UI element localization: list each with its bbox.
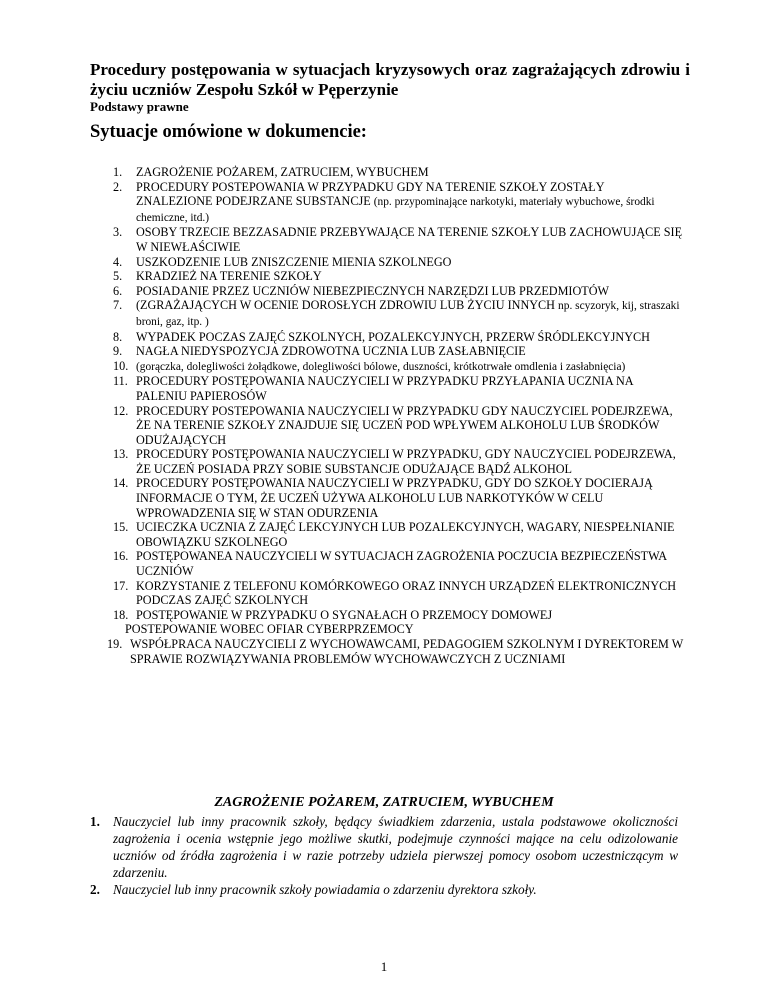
- toc-item-number: 8.: [113, 329, 123, 344]
- toc-item-number: 1.: [113, 165, 123, 179]
- toc-item-main: PROCEDURY POSTĘPOWANIA NAUCZYCIELI W PRZYPADKU, GDY NAUCZYCIEL PODEJRZEWA, ŻE UCZEŃ POSIADA PRZY SOBIE SUBSTANCJE ODUŻAJĄCE BĄDŹ ALKOHOL: [136, 447, 676, 476]
- toc-item: [113, 579, 683, 608]
- toc-item-text: [136, 608, 683, 623]
- step-text: Nauczyciel lub inny pracownik szkoły powiadamia o zdarzeniu dyrektora szkoły.: [113, 882, 537, 897]
- procedure-step: [90, 881, 678, 898]
- toc-item-text: [136, 404, 683, 448]
- toc-item: [113, 344, 683, 359]
- toc-item-main: (ZGRAŻAJĄCYCH W OCENIE DOROSŁYCH ZDROWIU LUB ŻYCIU INNYCH: [136, 298, 555, 313]
- toc-item-text: [136, 579, 683, 608]
- page-number: 1: [380, 959, 388, 974]
- toc-item-text: [136, 269, 683, 284]
- toc-item-text: [136, 344, 683, 359]
- toc-item: [113, 476, 683, 520]
- toc-item: [113, 284, 683, 299]
- toc-item-number: 4.: [113, 254, 123, 269]
- toc-item-text: [136, 284, 683, 299]
- toc-item-number: 9.: [113, 344, 123, 359]
- toc-item: [113, 608, 683, 623]
- toc-item-main: USZKODZENIE LUB ZNISZCZENIE MIENIA SZKOLNEGO: [136, 254, 452, 269]
- toc-item-text: [136, 359, 683, 375]
- toc-item-main: KORZYSTANIE Z TELEFONU KOMÓRKOWEGO ORAZ INNYCH URZĄDZEŃ ELEKTRONICZNYCH PODCZAS ZAJĘĆ SZKOLNYCH: [136, 578, 677, 608]
- toc-item-main: POSTEPOWANIE WOBEC OFIAR CYBERPRZEMOCY: [125, 622, 414, 637]
- toc-item-text: [125, 622, 683, 637]
- toc-item-text: [136, 374, 683, 403]
- section-heading-fire: ZAGROŻENIE POŻAREM, ZATRUCIEM, WYBUCHEM: [214, 795, 554, 810]
- toc-item: [113, 255, 683, 270]
- procedure-step: [90, 813, 678, 881]
- toc-item-number: 6.: [113, 283, 123, 298]
- toc-item-main: PROCEDURY POSTEPOWANIA W PRZYPADKU GDY NA TERENIE SZKOŁY ZOSTAŁY ZNALEZIONE PODEJRZANE SUBSTANCJE: [136, 179, 605, 209]
- toc-item-number: 10.: [113, 358, 129, 373]
- toc-item-text: [130, 637, 683, 666]
- toc-item: [113, 359, 683, 375]
- toc-item-text: [136, 180, 683, 226]
- toc-item-text: [136, 476, 683, 520]
- toc-item-number: 11.: [113, 374, 128, 389]
- toc-item-sub: np. scyzoryk, kij, straszaki broni, gaz, itp. ): [136, 300, 680, 328]
- toc-item: [113, 447, 683, 476]
- toc-item-text: [136, 520, 683, 549]
- toc-item-main: KRADZIEŻ NA TERENIE SZKOŁY: [136, 269, 322, 284]
- toc-item: [113, 225, 683, 254]
- toc-item-main: POSTĘPOWANIE W PRZYPADKU O SYGNAŁACH O PRZEMOCY DOMOWEJ: [136, 607, 553, 622]
- toc-item-continuation: [102, 622, 683, 637]
- toc-item-number: 16.: [113, 549, 129, 564]
- toc-item-main: POSIADANIE PRZEZ UCZNIÓW NIEBEZPIECZNYCH NARZĘDZI LUB PRZEDMIOTÓW: [136, 283, 610, 298]
- step-number: 2.: [90, 882, 100, 897]
- toc-item-number: 13.: [113, 447, 129, 462]
- toc-item-number: 14.: [113, 476, 129, 491]
- toc-item-number: 12.: [113, 403, 129, 418]
- toc-heading: Sytuacje omówione w dokumencie:: [90, 122, 367, 142]
- toc-item-number: 15.: [113, 520, 129, 535]
- toc-item-main: WSPÓŁPRACA NAUCZYCIELI Z WYCHOWAWCAMI, PEDAGOGIEM SZKOLNYM I DYREKTOREM W SPRAWIE ROZWIĄZYWANIA PROBLEMÓW WYCHOWAWCZYCH Z UCZNIAMI: [130, 637, 683, 666]
- toc-item-number: 19.: [107, 637, 123, 651]
- step-text: Nauczyciel lub inny pracownik szkoły, będący świadkiem zdarzenia, ustala podstawowe okoliczności zagrożenia i ocenia wstępnie jego możliwe skutki, podejmuje czynności mające na celu odizolowanie uczniów od źródła zagrożenia i w razie potrzeby udziela pierwszej pomocy osobom uczestniczącym w zdarzeniu.: [113, 814, 678, 880]
- toc-item: [113, 180, 683, 226]
- toc-item-text: [136, 447, 683, 476]
- toc-item: [113, 330, 683, 345]
- toc-item: [113, 165, 683, 180]
- toc-item-main: POSTĘPOWANEA NAUCZYCIELI W SYTUACJACH ZAGROŻENIA POCZUCIA BEZPIECZEŃSTWA UCZNIÓW: [136, 549, 667, 579]
- toc-item-sub: (gorączka, dolegliwości żołądkowe, dolegliwości bólowe, duszności, krótkotrwałe omdlenia i zasłabnięcia): [136, 360, 626, 373]
- step-number: 1.: [90, 814, 100, 829]
- toc-item-text: [136, 165, 683, 180]
- toc-item-number: 7.: [113, 298, 123, 313]
- toc-item-main: ZAGROŻENIE POŻAREM, ZATRUCIEM, WYBUCHEM: [136, 165, 429, 179]
- document-title: Procedury postępowania w sytuacjach kryzysowych oraz zagrażających zdrowiu i życiu uczniów Zespołu Szkół w Pęperzynie: [90, 60, 690, 99]
- toc-item: [113, 549, 683, 578]
- toc-item-main: OSOBY TRZECIE BEZZASADNIE PRZEBYWAJĄCE NA TERENIE SZKOŁY LUB ZACHOWUJĄCE SIĘ W NIEWŁAŚCIWIE: [136, 225, 683, 254]
- toc-item-text: [136, 330, 683, 345]
- document-subtitle: Podstawy prawne: [90, 99, 189, 114]
- toc-item: [113, 404, 683, 448]
- toc-item-sub: (np. przypominające narkotyki, materiały wybuchowe, środki chemiczne, itd.): [136, 196, 655, 224]
- toc-item-number: 5.: [113, 269, 123, 284]
- toc-item-text: [136, 225, 683, 254]
- toc-item: [113, 520, 683, 549]
- toc-item: [107, 637, 683, 666]
- toc-item-number: 18.: [113, 607, 129, 622]
- toc-item: [113, 269, 683, 284]
- toc-item-text: [136, 549, 683, 578]
- toc-item-main: UCIECZKA UCZNIA Z ZAJĘĆ LEKCYJNYCH LUB POZALEKCYJNYCH, WAGARY, NIESPEŁNIANIE OBOWIĄZKU SZKOLNEGO: [136, 520, 675, 549]
- toc-item-number: 3.: [113, 225, 123, 240]
- toc-item: [113, 298, 683, 329]
- toc-item-main: PROCEDURY POSTĘPOWANIA NAUCZYCIELI W PRZYPADKU, GDY DO SZKOŁY DOCIERAJĄ INFORMACJE O TYM, ŻE UCZEŃ UŻYWA ALKOHOLU LUB NARKOTYKÓW W CELU WPROWADZENIA SIĘ W STAN ODURZENIA: [136, 476, 653, 520]
- toc-item-main: NAGŁA NIEDYSPOZYCJA ZDROWOTNA UCZNIA LUB ZASŁABNIĘCIE: [136, 344, 526, 359]
- toc-item-main: PROCEDURY POSTĘPOWANIA NAUCZYCIELI W PRZYPADKU PRZYŁAPANIA UCZNIA NA PALENIU PAPIEROSÓW: [136, 374, 633, 403]
- toc-item-text: [136, 298, 683, 329]
- toc-item: [113, 374, 683, 403]
- toc-item-text: [136, 255, 683, 270]
- toc-item-main: WYPADEK POCZAS ZAJĘĆ SZKOLNYCH, POZALEKCYJNYCH, PRZERW ŚRÓDLEKCYJNYCH: [136, 329, 650, 344]
- toc-item-main: PROCEDURY POSTEPOWANIA NAUCZYCIELI W PRZYPADKU GDY NAUCZYCIEL PODEJRZEWA, ŻE NA TERENIE SZKOŁY ZNAJDUJE SIĘ UCZEŃ POD WPŁYWEM ALKOHOLU LUB ŚRODKÓW ODUŻAJĄCYCH: [136, 403, 673, 447]
- procedure-steps: [90, 813, 678, 898]
- toc-list: [107, 165, 683, 666]
- toc-item-number: 17.: [113, 578, 129, 593]
- toc-item-number: 2.: [113, 179, 123, 194]
